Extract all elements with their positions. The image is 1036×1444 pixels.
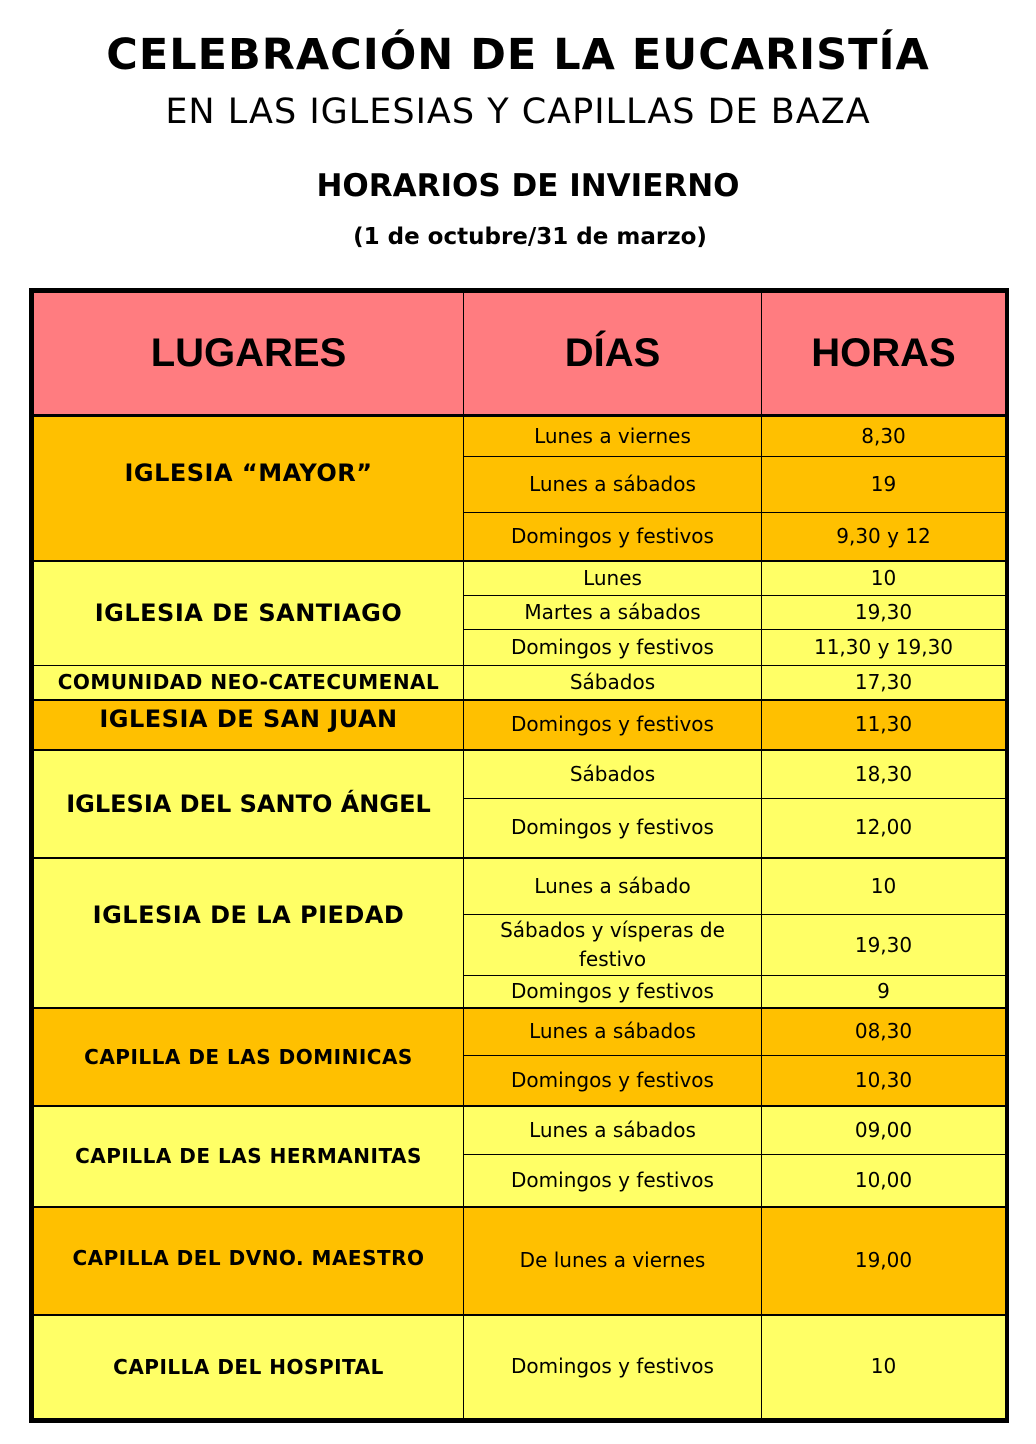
day-cell: Sábados: [464, 750, 762, 799]
day-cell: Lunes a sábados: [464, 1106, 762, 1155]
column-header-places: LUGARES: [34, 293, 464, 416]
place-capilla-divino-maestro: CAPILLA DEL DVNO. MAESTRO: [34, 1207, 464, 1315]
table-row: [34, 1008, 1006, 1056]
place-iglesia-santiago: IGLESIA DE SANTIAGO: [34, 561, 464, 666]
hour-cell: 19: [762, 457, 1006, 513]
mass-schedule-table: [29, 288, 1009, 1423]
hour-cell: 8,30: [762, 416, 1006, 457]
title-line-2: EN LAS IGLESIAS Y CAPILLAS DE BAZA: [165, 92, 871, 132]
day-cell: Domingos y festivos: [464, 1056, 762, 1106]
table-row: [34, 1106, 1006, 1155]
day-cell: Lunes a sábados: [464, 1008, 762, 1056]
day-cell: Domingos y festivos: [464, 976, 762, 1008]
hour-cell: 11,30: [762, 700, 1006, 750]
table-row: [34, 1315, 1006, 1419]
hour-cell: 19,30: [762, 596, 1006, 630]
place-iglesia-la-piedad: IGLESIA DE LA PIEDAD: [34, 858, 464, 1008]
day-cell: Domingos y festivos: [464, 1315, 762, 1419]
hour-cell: 11,30 y 19,30: [762, 630, 1006, 666]
day-cell: Domingos y festivos: [464, 513, 762, 561]
table-row: [34, 750, 1006, 799]
table-row: [34, 1207, 1006, 1315]
hour-cell: 09,00: [762, 1106, 1006, 1155]
hour-cell: 10: [762, 858, 1006, 915]
hour-cell: 9: [762, 976, 1006, 1008]
hour-cell: 10: [762, 1315, 1006, 1419]
place-iglesia-mayor: IGLESIA “MAYOR”: [34, 416, 464, 561]
hour-cell: 12,00: [762, 799, 1006, 858]
table-row: [34, 561, 1006, 596]
place-capilla-dominicas: CAPILLA DE LAS DOMINICAS: [34, 1008, 464, 1106]
table-row: [34, 416, 1006, 457]
table-row: [34, 666, 1006, 700]
table-header-row: [34, 293, 1006, 416]
hour-cell: 19,30: [762, 915, 1006, 976]
hour-cell: 9,30 y 12: [762, 513, 1006, 561]
hour-cell: 17,30: [762, 666, 1006, 700]
hour-cell: 10,00: [762, 1155, 1006, 1207]
hour-cell: 19,00: [762, 1207, 1006, 1315]
place-iglesia-santo-angel: IGLESIA DEL SANTO ÁNGEL: [34, 750, 464, 858]
day-cell: Domingos y festivos: [464, 1155, 762, 1207]
table-row: [34, 700, 1006, 750]
place-iglesia-san-juan: IGLESIA DE SAN JUAN: [34, 700, 464, 750]
day-cell: Lunes a viernes: [464, 416, 762, 457]
title-line-1: CELEBRACIÓN DE LA EUCARISTÍA: [106, 30, 930, 80]
day-cell: Domingos y festivos: [464, 799, 762, 858]
hour-cell: 10: [762, 561, 1006, 596]
day-cell: Sábados: [464, 666, 762, 700]
column-header-days: DÍAS: [464, 293, 762, 416]
day-cell: Domingos y festivos: [464, 700, 762, 750]
day-cell: Sábados y vísperas de festivo: [464, 915, 762, 976]
table-row: [34, 858, 1006, 915]
day-cell: Lunes a sábado: [464, 858, 762, 915]
place-capilla-hermanitas: CAPILLA DE LAS HERMANITAS: [34, 1106, 464, 1207]
day-cell: Lunes a sábados: [464, 457, 762, 513]
place-capilla-hospital: CAPILLA DEL HOSPITAL: [34, 1315, 464, 1419]
day-cell: Lunes: [464, 561, 762, 596]
place-comunidad-neocatecumenal: COMUNIDAD NEO-CATECUMENAL: [34, 666, 464, 700]
hour-cell: 10,30: [762, 1056, 1006, 1106]
schedule-period: (1 de octubre/31 de marzo): [353, 224, 707, 250]
hour-cell: 08,30: [762, 1008, 1006, 1056]
column-header-hours: HORAS: [762, 293, 1006, 416]
day-cell: Domingos y festivos: [464, 630, 762, 666]
schedule-subtitle: HORARIOS DE INVIERNO: [316, 168, 740, 204]
hour-cell: 18,30: [762, 750, 1006, 799]
day-cell: De lunes a viernes: [464, 1207, 762, 1315]
day-cell: Martes a sábados: [464, 596, 762, 630]
